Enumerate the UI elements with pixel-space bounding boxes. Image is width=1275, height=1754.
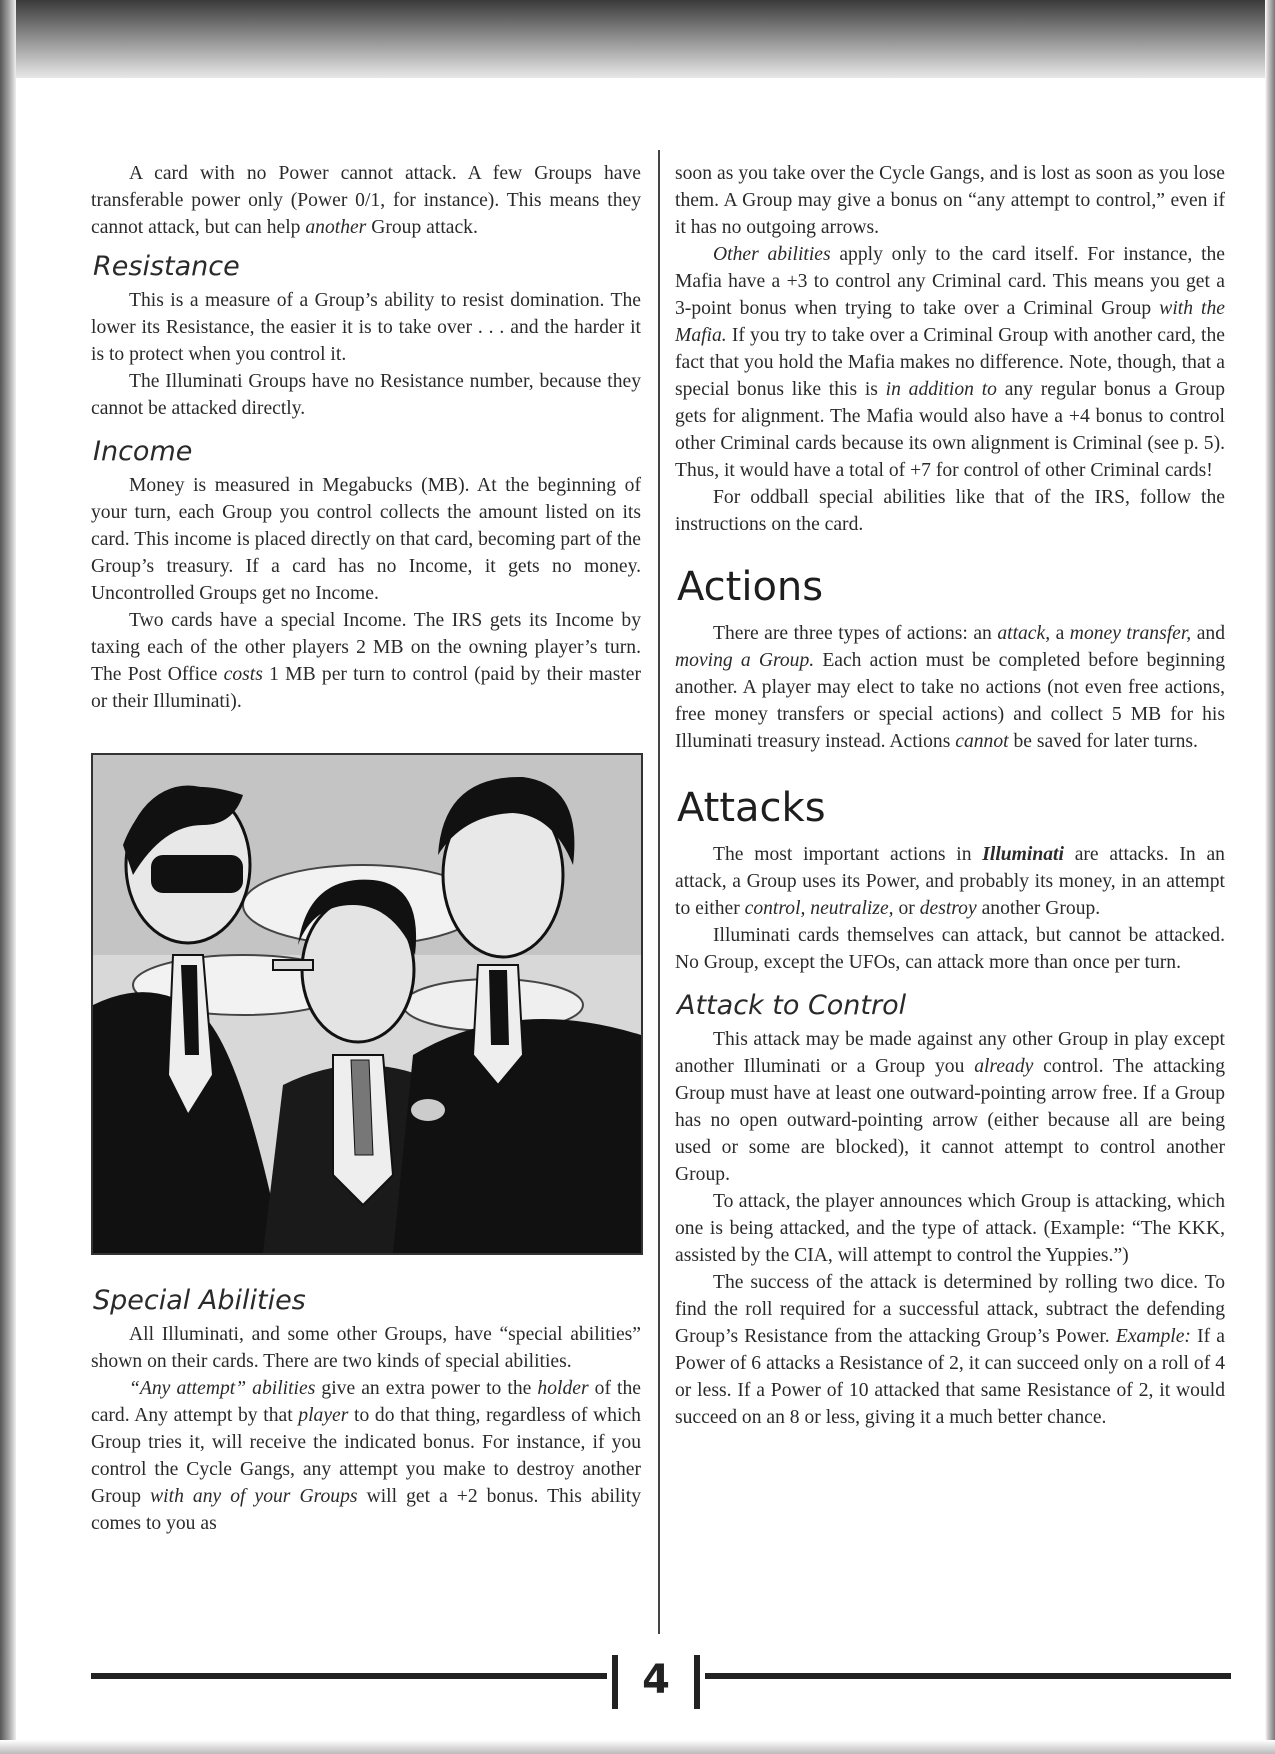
- paragraph: Other abilities apply only to the card itself. For instance, the Mafia have a +3 to control any Criminal card. This means you get a 3-point bonus when trying to take over a Criminal Group with the Mafia. If you try to take over a Criminal Group with another card, the fact that you hold the Mafia makes no difference. Note, though, that a special bonus like this is in addition to any regular bonus a Group gets for alignment. The Mafia would also have a +4 bonus to control other Criminal cards because its own alignment is Criminal (see p. 5). Thus, it would have a total of +7 for control of other Criminal cards!: [675, 244, 1226, 481]
- paragraph: For oddball special abilities like that of the IRS, follow the instructions on the card.: [675, 487, 1225, 535]
- heading-income: Income: [93, 436, 193, 467]
- right-column: [675, 160, 1225, 1431]
- scan-edge-top: [0, 0, 1275, 78]
- scan-edge-right: [1265, 0, 1275, 1754]
- page-number: 4: [642, 1657, 670, 1703]
- paragraph: Money is measured in Megabucks (MB). At the beginning of your turn, each Group you control collects the amount listed on its card. This income is placed directly on that card, becoming part of the Group’s treasury. If a card has no Income, it gets no money. Uncontrolled Groups get no Income.: [91, 475, 641, 604]
- heading-special-abilities: Special Abilities: [93, 1285, 306, 1316]
- page-footer: [91, 1655, 1231, 1715]
- heading-resistance: Resistance: [93, 251, 240, 282]
- paragraph: A card with no Power cannot attack. A few Groups have transferable power only (Power 0/1, for instance). This means they cannot attack, but can help another Group attack.: [91, 163, 641, 238]
- paragraph: To attack, the player announces which Group is attacking, which one is being attacked, and the type of attack. (Example: “The KKK, assisted by the CIA, will attempt to control the Yuppies.”): [675, 1191, 1225, 1266]
- column-divider: [658, 150, 660, 1634]
- paragraph: Two cards have a special Income. The IRS gets its Income by taxing each of the other players 2 MB on the owning player’s turn. The Post Office costs 1 MB per turn to control (paid by their master or their Illuminati).: [91, 610, 641, 712]
- footer-rule-left: [91, 1673, 607, 1679]
- paragraph: The success of the attack is determined by rolling two dice. To find the roll required for a successful attack, subtract the defending Group’s Resistance from the attacking Group’s Power. Example: If a Power of 6 attacks a Resistance of 2, it can succeed only on a roll of 4 or less. If a Power of 10 attacked that same Resistance of 2, it would succeed on an 8 or less, giving it a much better chance.: [675, 1272, 1225, 1428]
- paragraph: “Any attempt” abilities give an extra power to the holder of the card. Any attempt by that player to do that thing, regardless of which Group tries it, will receive the indicated bonus. For instance, if you control the Cycle Gangs, any attempt you make to destroy another Group with any of your Groups will get a +2 bonus. This ability comes to you as: [91, 1378, 642, 1534]
- footer-bar-right: [694, 1655, 700, 1709]
- paragraph: Illuminati cards themselves can attack, but cannot be attacked. No Group, except the UFOs, can attack more than once per turn.: [675, 925, 1225, 973]
- heading-attack-to-control: Attack to Control: [677, 990, 907, 1021]
- paragraph: This attack may be made against any other Group in play except another Illuminati or a Group you already control. The attacking Group must have at least one outward-pointing arrow free. If a Group has no open outward-pointing arrow (either because all are being used or some are blocked), it cannot attempt to control another Group.: [675, 1029, 1225, 1185]
- heading-actions: Actions: [677, 564, 824, 610]
- scan-edge-bottom: [0, 1740, 1275, 1754]
- illustration-three-men-in-suits: [91, 753, 643, 1255]
- paragraph: This is a measure of a Group’s ability to resist domination. The lower its Resistance, the easier it is to take over . . . and the harder it is to protect when you control it.: [91, 290, 641, 365]
- paragraph: There are three types of actions: an attack, a money transfer, and moving a Group. Each action must be completed before beginning another. A player may elect to take no actions (not even free actions, free money transfers or special actions) and collect 5 MB for his Illuminati treasury instead. Actions cannot be saved for later turns.: [675, 623, 1226, 752]
- illustration-drawing: [93, 755, 641, 1253]
- paragraph: All Illuminati, and some other Groups, have “special abilities” shown on their cards. There are two kinds of special abilities.: [91, 1324, 641, 1372]
- heading-attacks: Attacks: [677, 785, 826, 831]
- paragraph: soon as you take over the Cycle Gangs, and is lost as soon as you lose them. A Group may give a bonus on “any attempt to control,” even if it has no outgoing arrows.: [675, 163, 1225, 238]
- scan-edge-left: [0, 0, 16, 1754]
- paragraph: The Illuminati Groups have no Resistance number, because they cannot be attacked directly.: [91, 371, 641, 419]
- footer-rule-right: [705, 1673, 1231, 1679]
- left-column: [91, 160, 641, 1537]
- paragraph: The most important actions in Illuminati are attacks. In an attack, a Group uses its Power, and probably its money, in an attempt to either control, neutralize, or destroy another Group.: [675, 844, 1225, 919]
